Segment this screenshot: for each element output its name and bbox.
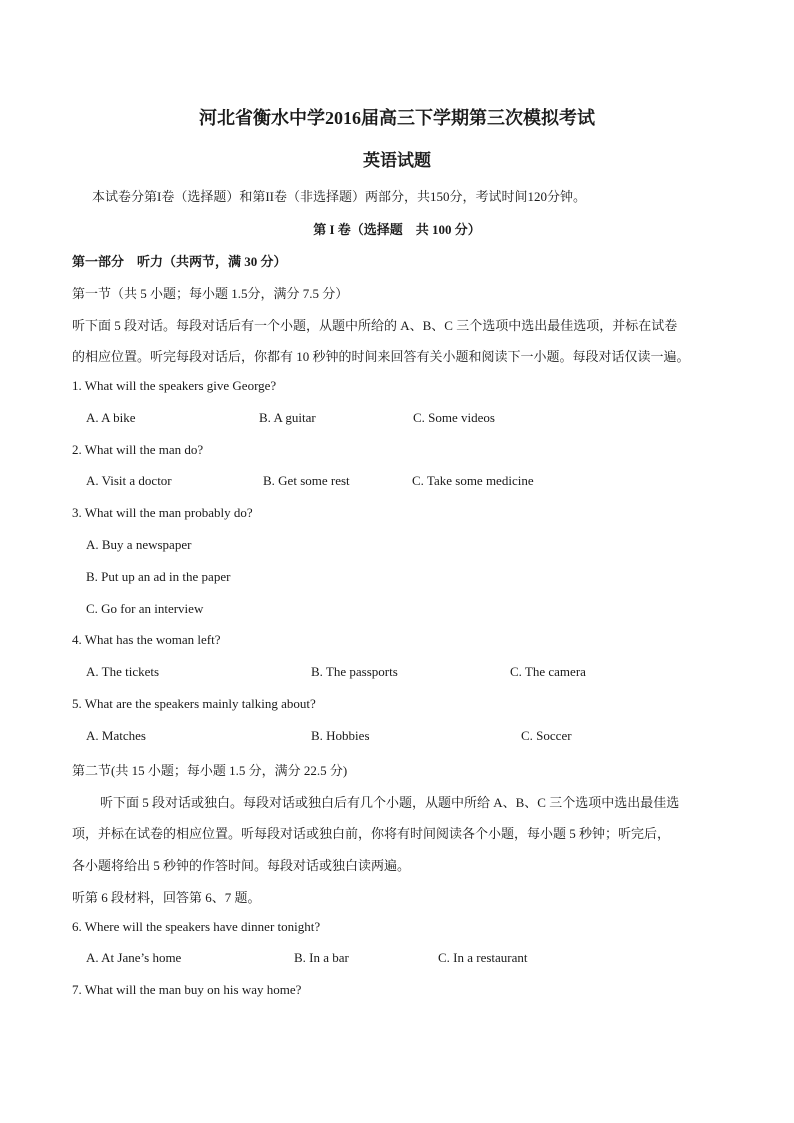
question-stem: 6. Where will the speakers have dinner tonight? bbox=[72, 919, 321, 934]
option-b: B. Put up an ad in the paper bbox=[86, 569, 231, 584]
option-c: C. Go for an interview bbox=[86, 601, 204, 616]
section2-instructions-line3: 各小题将给出 5 秒钟的作答时间。每段对话或独白读两遍。 bbox=[72, 858, 411, 873]
section1-instructions-line2: 的相应位置。听完每段对话后，你都有 10 秒钟的时间来回答有关小题和阅读下一小题。每段对话仅读一遍。 bbox=[72, 349, 690, 364]
part-title: 第一部分 听力（共两节，满 30 分） bbox=[72, 254, 287, 269]
section2-title: 第二节(共 15 小题；每小题 1.5 分，满分 22.5 分) bbox=[72, 763, 348, 778]
question-stem: 2. What will the man do? bbox=[72, 442, 204, 457]
option-a: A. Matches bbox=[86, 728, 146, 743]
section2-instructions-line2: 项，并标在试卷的相应位置。听每段对话或独白前，你将有时间阅读各个小题，每小题 5 秒钟；听完后， bbox=[72, 826, 671, 841]
exam-subtitle: 英语试题 bbox=[363, 151, 431, 170]
option-c: C. Soccer bbox=[521, 728, 572, 743]
option-a: A. At Jane’s home bbox=[86, 950, 182, 965]
option-b: B. Hobbies bbox=[311, 728, 370, 743]
option-b: B. Get some rest bbox=[263, 473, 350, 488]
option-c: C. In a restaurant bbox=[438, 950, 528, 965]
option-c: C. The camera bbox=[510, 664, 586, 679]
section2-instructions-line1: 听下面 5 段对话或独白。每段对话或独白后有几个小题，从题中所给 A、B、C 三个选项中选出最佳选 bbox=[100, 795, 680, 810]
option-b: B. In a bar bbox=[294, 950, 349, 965]
option-b: B. A guitar bbox=[259, 410, 316, 425]
option-a: A. A bike bbox=[86, 410, 136, 425]
option-c: C. Take some medicine bbox=[412, 473, 534, 488]
option-a: A. Buy a newspaper bbox=[86, 537, 192, 552]
option-b: B. The passports bbox=[311, 664, 398, 679]
option-c: C. Some videos bbox=[413, 410, 495, 425]
section1-title: 第一节（共 5 小题；每小题 1.5分，满分 7.5 分） bbox=[72, 286, 349, 301]
question-stem: 4. What has the woman left? bbox=[72, 632, 221, 647]
volume-title: 第 I 卷（选择题 共 100 分） bbox=[313, 222, 481, 237]
material-note: 听第 6 段材料，回答第 6、7 题。 bbox=[72, 890, 261, 905]
option-a: A. The tickets bbox=[86, 664, 160, 679]
section1-instructions-line1: 听下面 5 段对话。每段对话后有一个小题，从题中所给的 A、B、C 三个选项中选出最佳选项，并标在试卷 bbox=[72, 318, 678, 333]
exam-intro: 本试卷分第I卷（选择题）和第II卷（非选择题）两部分，共150分，考试时间120分钟。 bbox=[92, 189, 586, 204]
exam-title: 河北省衡水中学2016届高三下学期第三次模拟考试 bbox=[199, 108, 595, 128]
question-stem: 1. What will the speakers give George? bbox=[72, 378, 277, 393]
question-stem: 7. What will the man buy on his way home? bbox=[72, 982, 302, 997]
question-stem: 3. What will the man probably do? bbox=[72, 505, 253, 520]
question-stem: 5. What are the speakers mainly talking about? bbox=[72, 696, 316, 711]
option-a: A. Visit a doctor bbox=[86, 473, 172, 488]
